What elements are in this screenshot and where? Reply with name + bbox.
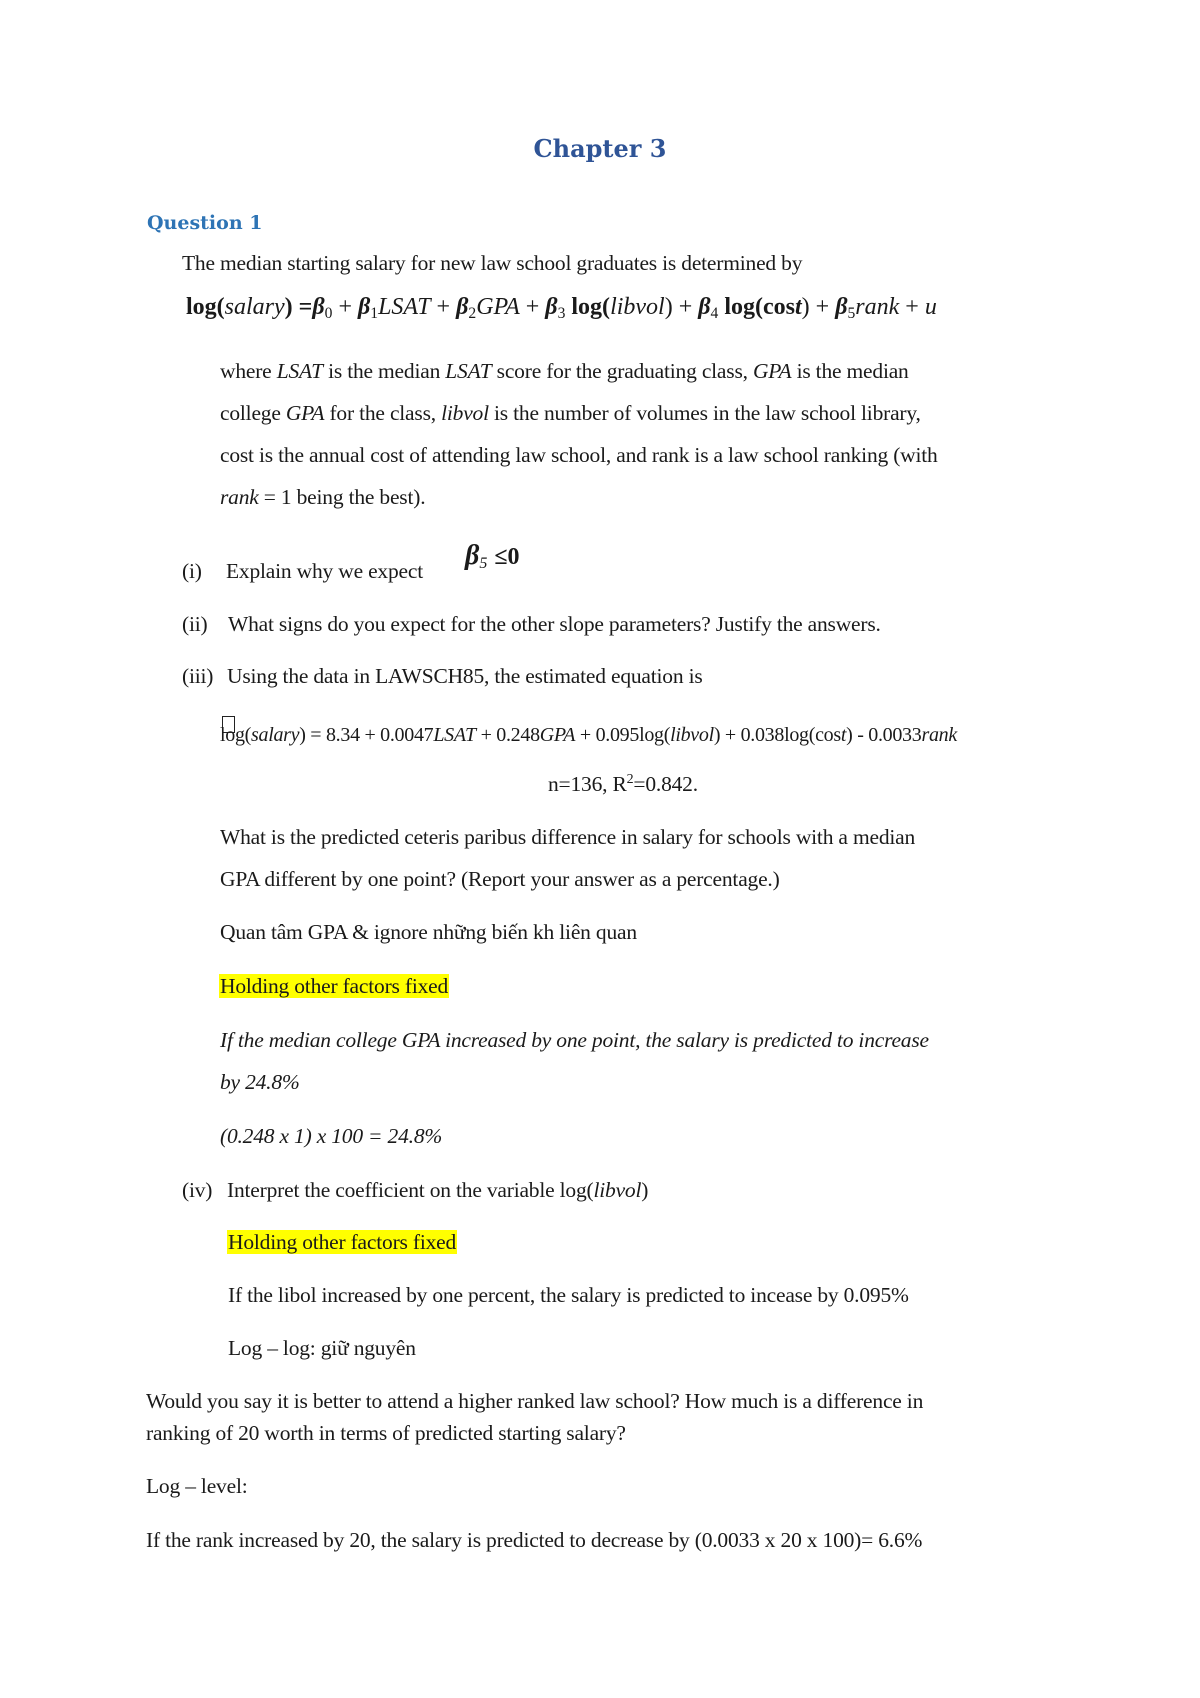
intro-text: The median starting salary for new law school graduates is determined by — [182, 251, 803, 275]
model-equation: log(salary) $=\beta_0$ + $\beta_1LSAT + \beta_2GPA + \beta_3$ log(libvol) + $\beta_4$ $\log(\cos t) + \beta_5rank + u$ — [186, 294, 937, 322]
estimated-equation: log(salary) = 8.34 + 0.0047LSAT + 0.248GPA + 0.095log(libvol) + 0.038log(cost) - 0.0033rank — [220, 724, 957, 746]
part-i-condition: $\beta_5 \le 0$ — [465, 540, 520, 572]
part-iv-text: Interpret the coefficient on the variable log(libvol) — [227, 1178, 649, 1202]
where-line-4: rank = 1 being the best). — [220, 485, 426, 509]
part-v-question-1: Would you say it is better to attend a higher ranked law school? How much is a difference in — [146, 1389, 924, 1413]
part-iii-text: Using the data in LAWSCH85, the estimated equation is — [227, 664, 703, 688]
part-i-label: (i) — [182, 559, 202, 583]
part-iv-answer: If the libol increased by one percent, the salary is predicted to incease by 0.095% — [228, 1283, 909, 1307]
part-iii-question-1: What is the predicted ceteris paribus difference in salary for schools with a median — [220, 825, 916, 849]
part-iii-highlight: Holding other factors fixed — [220, 974, 449, 998]
part-iii-answer-1: If the median college GPA increased by one point, the salary is predicted to increase — [220, 1028, 929, 1052]
regression-stats: n=136, $R^2=0.842$. — [548, 772, 698, 796]
question-heading: Question 1 — [147, 212, 263, 234]
part-v-answer: If the rank increased by 20, the salary is predicted to decrease by (0.0033 x 20 x 100)= 6.6% — [146, 1528, 923, 1552]
part-v-model-type: Log – level: — [146, 1474, 248, 1498]
part-ii-text: What signs do you expect for the other slope parameters? Justify the answers. — [228, 612, 881, 636]
part-iii-note: Quan tâm GPA & ignore những biến kh liên quan — [220, 920, 637, 944]
part-iv-highlight: Holding other factors fixed — [228, 1230, 457, 1254]
part-iv-note: Log – log: giữ nguyên — [228, 1336, 416, 1360]
part-iii-calculation: (0.248 x 1) x 100 = 24.8% — [220, 1124, 443, 1148]
part-v-question-2: ranking of 20 worth in terms of predicted starting salary? — [146, 1421, 626, 1445]
where-line-1: where LSAT is the median LSAT score for the graduating class, GPA is the median — [220, 359, 909, 383]
part-ii-label: (ii) — [182, 612, 208, 636]
page-title: Chapter 3 — [533, 134, 667, 163]
where-line-2: college GPA for the class, libvol is the number of volumes in the law school library, — [220, 401, 921, 425]
part-iii-answer-2: by 24.8% — [220, 1070, 300, 1094]
where-line-3: cost is the annual cost of attending law school, and rank is a law school ranking (with — [220, 443, 938, 467]
part-i-text: Explain why we expect — [226, 559, 423, 583]
part-iii-question-2: GPA different by one point? (Report your answer as a percentage.) — [220, 867, 780, 891]
part-iii-label: (iii) — [182, 664, 214, 688]
part-iv-label: (iv) — [182, 1178, 213, 1202]
